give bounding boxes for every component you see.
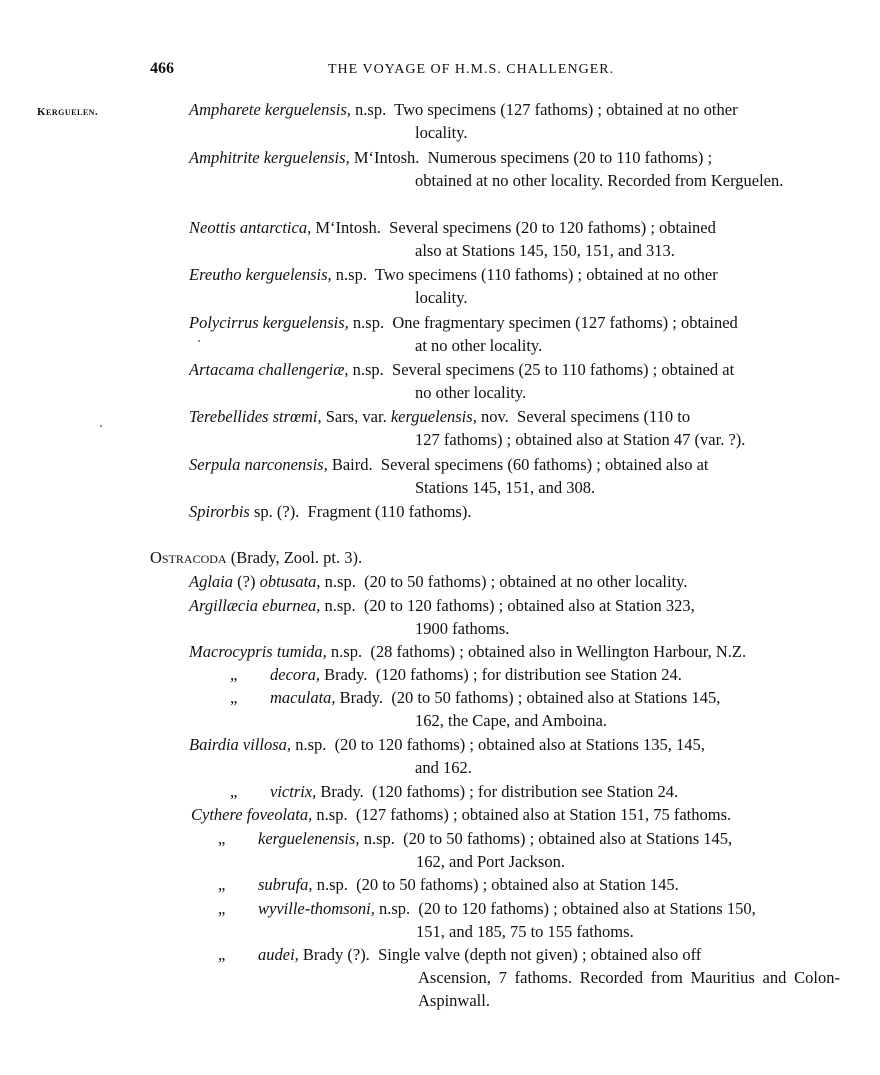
species-entry: „ audei, Brady (?). Single valve (depth not given) ; obtained also off Ascension, 7 fathoms. Recorded from Mauritius and Colon-Aspinwall. (218, 945, 840, 1010)
species-entry: Terebellides strœmi, Sars, var. kerguelensis, nov. Several specimens (110 to 127 fathoms) ; obtained also at Station 47 (var. ?). (189, 407, 746, 449)
running-title: THE VOYAGE OF H.M.S. CHALLENGER. (328, 62, 615, 77)
species-entry: Polycirrus kerguelensis, n.sp. One fragmentary specimen (127 fathoms) ; obtained at no other locality. (189, 313, 738, 355)
species-entry: Bairdia villosa, n.sp. (20 to 120 fathoms) ; obtained also at Stations 135, 145, and 162. (189, 735, 705, 777)
species-entry: „ victrix, Brady. (120 fathoms) ; for distribution see Station 24. (230, 782, 679, 801)
species-entry: „ decora, Brady. (120 fathoms) ; for distribution see Station 24. (230, 665, 682, 684)
species-entry: Spirorbis sp. (?). Fragment (110 fathoms). (189, 502, 472, 521)
print-speck (100, 425, 102, 427)
section-heading: Ostracoda (Brady, Zool. pt. 3). (150, 548, 363, 567)
species-entry: Argillæcia eburnea, n.sp. (20 to 120 fathoms) ; obtained also at Station 323, 1900 fathoms. (189, 596, 695, 638)
print-speck (198, 340, 200, 342)
margin-note: Kerguelen. (37, 106, 99, 118)
species-entry: Macrocypris tumida, n.sp. (28 fathoms) ; obtained also in Wellington Harbour, N.Z. (189, 642, 747, 661)
species-entry: Cythere foveolata, n.sp. (127 fathoms) ; obtained also at Station 151, 75 fathoms. (191, 805, 732, 824)
species-entry: Artacama challengeriæ, n.sp. Several specimens (25 to 110 fathoms) ; obtained at no other locality. (189, 360, 735, 402)
species-entry: Ereutho kerguelensis, n.sp. Two specimens (110 fathoms) ; obtained at no other locality. (189, 265, 718, 307)
species-entry: „ subrufa, n.sp. (20 to 50 fathoms) ; obtained also at Station 145. (218, 875, 679, 894)
species-entry: „ maculata, Brady. (20 to 50 fathoms) ; obtained also at Stations 145, 162, the Cape, and Amboina. (230, 688, 721, 730)
species-entry: Serpula narconensis, Baird. Several specimens (60 fathoms) ; obtained also at Stations 145, 151, and 308. (189, 455, 709, 497)
species-entry: „ kerguelenensis, n.sp. (20 to 50 fathoms) ; obtained also at Stations 145, 162, and Port Jackson. (218, 829, 733, 871)
species-entry: Ampharete kerguelensis, n.sp. Two specimens (127 fathoms) ; obtained at no other locality. (189, 100, 738, 142)
species-entry: Neottis antarctica, M‘Intosh. Several specimens (20 to 120 fathoms) ; obtained also at Stations 145, 150, 151, and 313. (189, 218, 716, 260)
species-entry: Aglaia (?) obtusata, n.sp. (20 to 50 fathoms) ; obtained at no other locality. (189, 572, 688, 591)
species-entry: Amphitrite kerguelensis, M‘Intosh. Numerous specimens (20 to 110 fathoms) ; obtained at no other locality. Recorded from Kerguelen. (189, 148, 784, 190)
species-entry: „ wyville-thomsoni, n.sp. (20 to 120 fathoms) ; obtained also at Stations 150, 151, and 185, 75 to 155 fathoms. (218, 899, 756, 941)
page-number: 466 (150, 60, 174, 77)
